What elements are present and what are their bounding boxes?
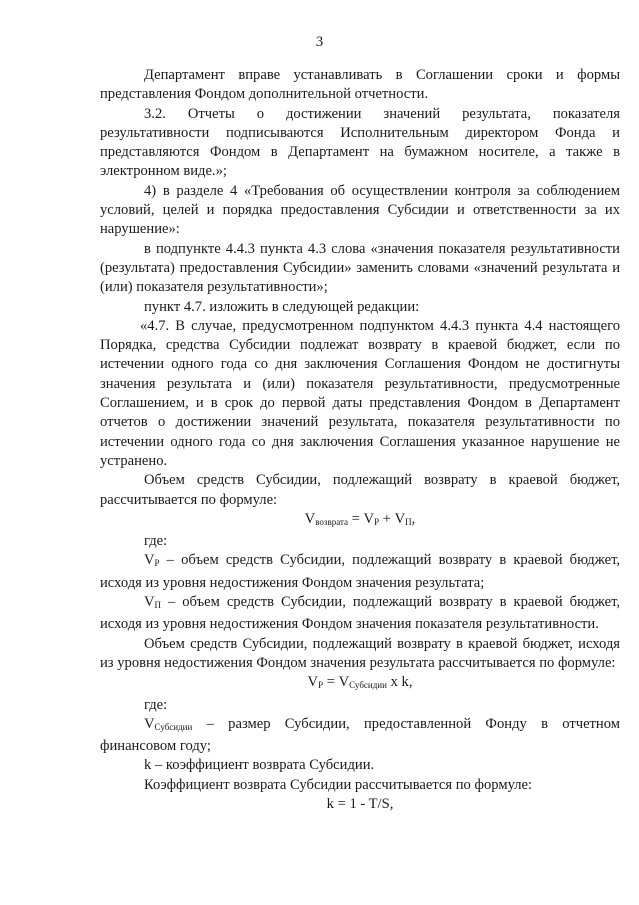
definition-vr: [100, 551, 620, 593]
symbol-subscript: П: [154, 600, 162, 611]
paragraph-5: пункт 4.7. изложить в следующей редакции:: [144, 298, 420, 315]
paragraph-4: в подпункте 4.4.3 пункта 4.3 слова «значения показателя результативности (результата) предоставления Субсидии» заменить словами «значений результата и (или) показателя результативности»;: [100, 240, 620, 296]
formula-subscript: Р: [374, 516, 380, 527]
definition-text: – объем средств Субсидии, подлежащий возврату в краевой бюджет, исходя из уровня недостижения Фондом значения показателя результативности.: [100, 594, 620, 633]
formula-part: + V: [379, 510, 406, 527]
paragraph-2: 3.2. Отчеты о достижении значений результата, показателя результативности подписываются Исполнительным директором Фонда и представляются Фондом в Департамент на бумажном носителе, а также в электронном виде.»;: [100, 105, 620, 180]
formula-part: = V: [323, 674, 350, 691]
formula-part: x k,: [386, 674, 413, 691]
page-number: 3: [315, 34, 324, 50]
definition-vp: [100, 593, 620, 635]
paragraph-6: «4.7. В случае, предусмотренном подпунктом 4.4.3 пункта 4.4 настоящего Порядка, средства Субсидии подлежат возврату в краевой бюджет, если по истечении одного года со дня заключения Соглашения Фондом не достигнуты значения результата и (или) показателя результативности, предусмотренные Соглашением, и в срок до первой даты представления Фондом в Департамент отчетов о достижении значений результата, показателя результативности по истечении одного года со дня заключения Соглашения указанное нарушение не устранено.: [100, 317, 620, 469]
where-label-2: где:: [144, 696, 168, 713]
paragraph-1: Департамент вправе устанавливать в Соглашении сроки и формы представления Фондом дополнительной отчетности.: [100, 67, 620, 103]
formula-subscript: Р: [318, 680, 324, 691]
definition-text: – объем средств Субсидии, подлежащий возврату в краевой бюджет, исходя из уровня недостижения Фондом значения результата;: [100, 552, 620, 591]
document-body: [100, 66, 620, 814]
definition-text: – размер Субсидии, предоставленной Фонду в отчетном финансовом году;: [100, 715, 620, 755]
formula-v-return: [100, 510, 620, 532]
definition-k: k – коэффициент возврата Субсидии.: [144, 757, 375, 774]
formula-subscript: Субсидии: [349, 680, 387, 691]
symbol: V: [144, 552, 155, 569]
formula-part: = V: [348, 510, 375, 527]
symbol: V: [144, 715, 155, 732]
where-label-1: где:: [144, 533, 168, 550]
formula-symbol: V: [304, 510, 316, 527]
symbol: V: [144, 594, 155, 611]
definition-vs: [100, 715, 620, 757]
paragraph-3: 4) в разделе 4 «Требования об осуществлении контроля за соблюдением условий, целей и порядка предоставления Субсидии и ответственности за их нарушение»:: [100, 182, 620, 238]
paragraph-9: Коэффициент возврата Субсидии рассчитывается по формуле:: [144, 776, 533, 793]
symbol-subscript: Р: [154, 558, 160, 569]
symbol-subscript: Субсидии: [154, 721, 193, 732]
formula-subscript: П: [405, 516, 412, 527]
formula-part: ,: [411, 510, 416, 527]
formula-subscript: возврата: [315, 516, 348, 527]
formula-symbol: V: [307, 674, 319, 691]
paragraph-8: Объем средств Субсидии, подлежащий возврату в краевой бюджет, исходя из уровня недостижения Фондом значения результата рассчитывается по формуле:: [100, 635, 620, 671]
formula-k: k = 1 - T/S,: [326, 795, 394, 812]
paragraph-7: Объем средств Субсидии, подлежащий возврату в краевой бюджет, рассчитывается по формуле:: [100, 472, 620, 508]
formula-v-result: [100, 673, 620, 695]
